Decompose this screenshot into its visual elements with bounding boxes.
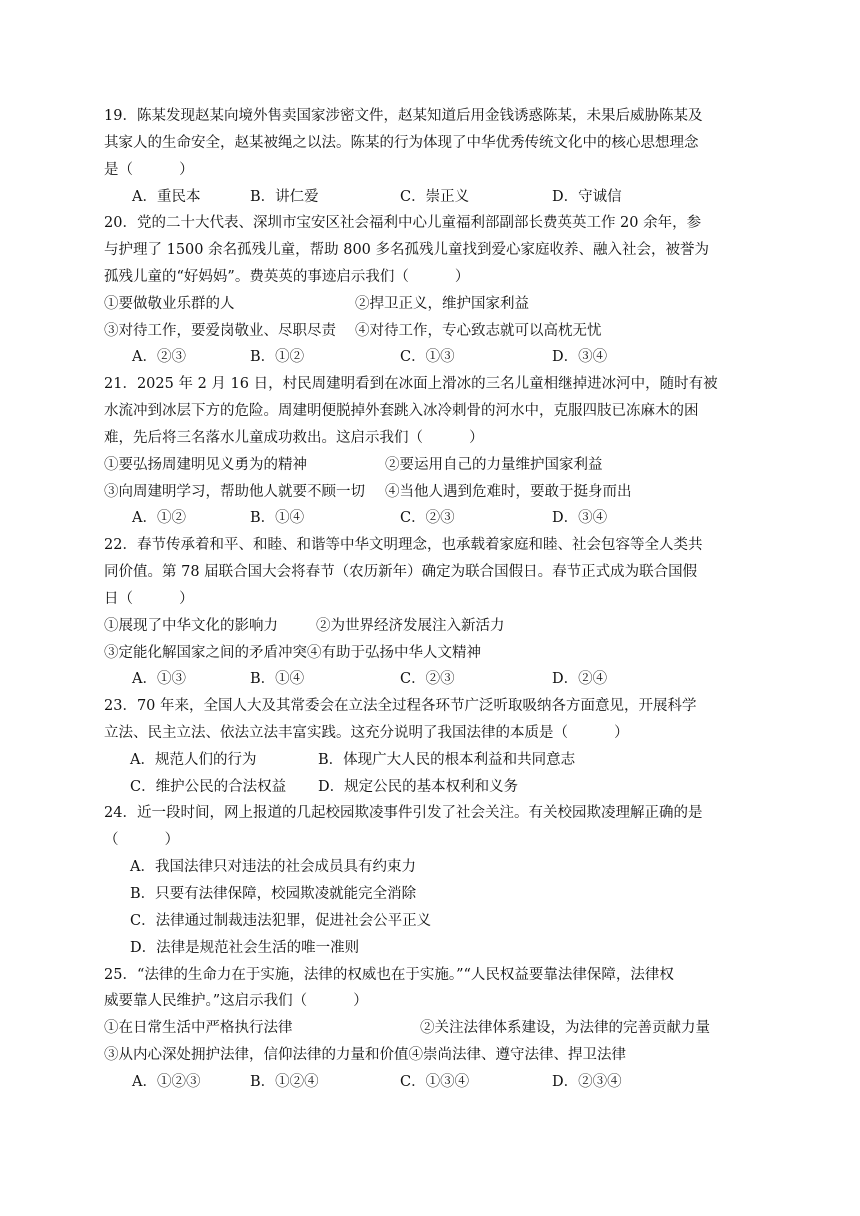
q24-stem-line2: （ ） bbox=[104, 832, 180, 848]
q23-stem-line2: 立法、民主立法、依法立法丰富实践。这充分说明了我国法律的本质是（ ） bbox=[104, 725, 629, 741]
q20-stem-line1: 20．党的二十大代表、深圳市宝安区社会福利中心儿童福利部副部长费英英工作 20 余年，参 bbox=[104, 215, 702, 231]
q20-statement-1: ①要做敬业乐群的人 bbox=[104, 296, 235, 312]
q19-stem-line3: 是（ ） bbox=[104, 162, 194, 178]
q21-option-b: B．①④ bbox=[250, 510, 305, 526]
q23-option-b: B．体现广大人民的根本利益和共同意志 bbox=[318, 752, 576, 768]
q22-option-d: D．②④ bbox=[552, 671, 608, 687]
q20-statement-2: ②捍卫正义，维护国家利益 bbox=[355, 296, 529, 312]
q21-stem-line2: 水流冲到冰层下方的危险。周建明便脱掉外套跳入冰冷刺骨的河水中，克服四肢已冻麻木的困 bbox=[104, 403, 699, 419]
q22-stem-line2: 同价值。第 78 届联合国大会将春节（农历新年）确定为联合国假日。春节正式成为联合国假 bbox=[104, 564, 698, 580]
q19-option-c: C．崇正义 bbox=[400, 189, 470, 205]
q22-stem-line3: 日（ ） bbox=[104, 591, 194, 607]
q22-statement-3-4: ③定能化解国家之间的矛盾冲突④有助于弘扬中华人文精神 bbox=[104, 645, 481, 661]
q25-stem-line1: 25．“法律的生命力在于实施，法律的权威也在于实施。”“人民权益要靠法律保障，法律权 bbox=[104, 967, 674, 983]
q22-option-b: B．①④ bbox=[250, 671, 305, 687]
q20-option-a: A．②③ bbox=[132, 349, 186, 365]
q22-statement-1: ①展现了中华文化的影响力 bbox=[104, 618, 278, 634]
q22-statement-2: ②为世界经济发展注入新活力 bbox=[316, 618, 505, 634]
q20-option-b: B．①② bbox=[250, 349, 305, 365]
q25-stem-line2: 威要靠人民维护。”这启示我们（ ） bbox=[104, 993, 368, 1009]
q19-option-a: A．重民本 bbox=[132, 189, 201, 205]
q25-statement-2: ②关注法律体系建设，为法律的完善贡献力量 bbox=[420, 1020, 710, 1036]
q24-option-a: A．我国法律只对违法的社会成员具有约束力 bbox=[130, 859, 416, 875]
q23-option-a: A．规范人们的行为 bbox=[130, 752, 257, 768]
q21-stem-line3: 难，先后将三名落水儿童成功救出。这启示我们（ ） bbox=[104, 430, 484, 446]
q24-option-d: D．法律是规范社会生活的唯一准则 bbox=[130, 940, 360, 956]
q20-stem-line3: 孤残儿童的“好妈妈”。费英英的事迹启示我们（ ） bbox=[104, 269, 470, 285]
q21-option-a: A．①② bbox=[132, 510, 186, 526]
q22-stem-line1: 22．春节传承着和平、和睦、和谐等中华文明理念，也承载着家庭和睦、社会包容等全人类共 bbox=[104, 537, 703, 553]
q23-option-d: D．规定公民的基本权利和义务 bbox=[318, 779, 519, 795]
q24-stem-line1: 24．近一段时间，网上报道的几起校园欺凌事件引发了社会关注。有关校园欺凌理解正确的是 bbox=[104, 805, 703, 821]
q25-option-a: A．①②③ bbox=[132, 1074, 201, 1090]
q21-stem-line1: 21．2025 年 2 月 16 日，村民周建明看到在冰面上滑冰的三名儿童相继掉进冰河中，随时有被 bbox=[104, 376, 718, 392]
q25-option-d: D．②③④ bbox=[552, 1074, 622, 1090]
q20-stem-line2: 与护理了 1500 余名孤残儿童，帮助 800 多名孤残儿童找到爱心家庭收养、融入社会，被誉为 bbox=[104, 242, 710, 258]
q22-option-c: C．②③ bbox=[400, 671, 455, 687]
q21-statement-4: ④当他人遇到危难时，要敢于挺身而出 bbox=[385, 484, 632, 500]
q24-option-c: C．法律通过制裁违法犯罪，促进社会公平正义 bbox=[130, 913, 432, 929]
q19-option-b: B．讲仁爱 bbox=[250, 189, 319, 205]
q20-option-c: C．①③ bbox=[400, 349, 455, 365]
q20-statement-3: ③对待工作，要爱岗敬业、尽职尽责 bbox=[104, 323, 336, 339]
q23-option-c: C．维护公民的合法权益 bbox=[130, 779, 287, 795]
q25-statement-3-4: ③从内心深处拥护法律，信仰法律的力量和价值④崇尚法律、遵守法律、捍卫法律 bbox=[104, 1047, 626, 1063]
q20-statement-4: ④对待工作，专心致志就可以高枕无忧 bbox=[355, 323, 602, 339]
q23-stem-line1: 23．70 年来，全国人大及其常委会在立法全过程各环节广泛听取吸纳各方面意见，开展科学 bbox=[104, 698, 697, 714]
q21-statement-2: ②要运用自己的力量维护国家利益 bbox=[385, 457, 603, 473]
q19-stem-line1: 19．陈某发现赵某向境外售卖国家涉密文件，赵某知道后用金钱诱惑陈某，未果后威胁陈某及 bbox=[104, 108, 703, 124]
q20-option-d: D．③④ bbox=[552, 349, 608, 365]
q21-statement-1: ①要弘扬周建明见义勇为的精神 bbox=[104, 457, 307, 473]
q25-option-c: C．①③④ bbox=[400, 1074, 470, 1090]
q19-stem-line2: 其家人的生命安全，赵某被绳之以法。陈某的行为体现了中华优秀传统文化中的核心思想理念 bbox=[104, 135, 699, 151]
q21-option-d: D．③④ bbox=[552, 510, 608, 526]
q25-option-b: B．①②④ bbox=[250, 1074, 319, 1090]
q19-option-d: D．守诚信 bbox=[552, 189, 622, 205]
q21-statement-3: ③向周建明学习，帮助他人就要不顾一切 bbox=[104, 484, 365, 500]
q22-option-a: A．①③ bbox=[132, 671, 186, 687]
q24-option-b: B．只要有法律保障，校园欺凌就能完全消除 bbox=[130, 886, 417, 902]
q21-option-c: C．②③ bbox=[400, 510, 455, 526]
q25-statement-1: ①在日常生活中严格执行法律 bbox=[104, 1020, 293, 1036]
